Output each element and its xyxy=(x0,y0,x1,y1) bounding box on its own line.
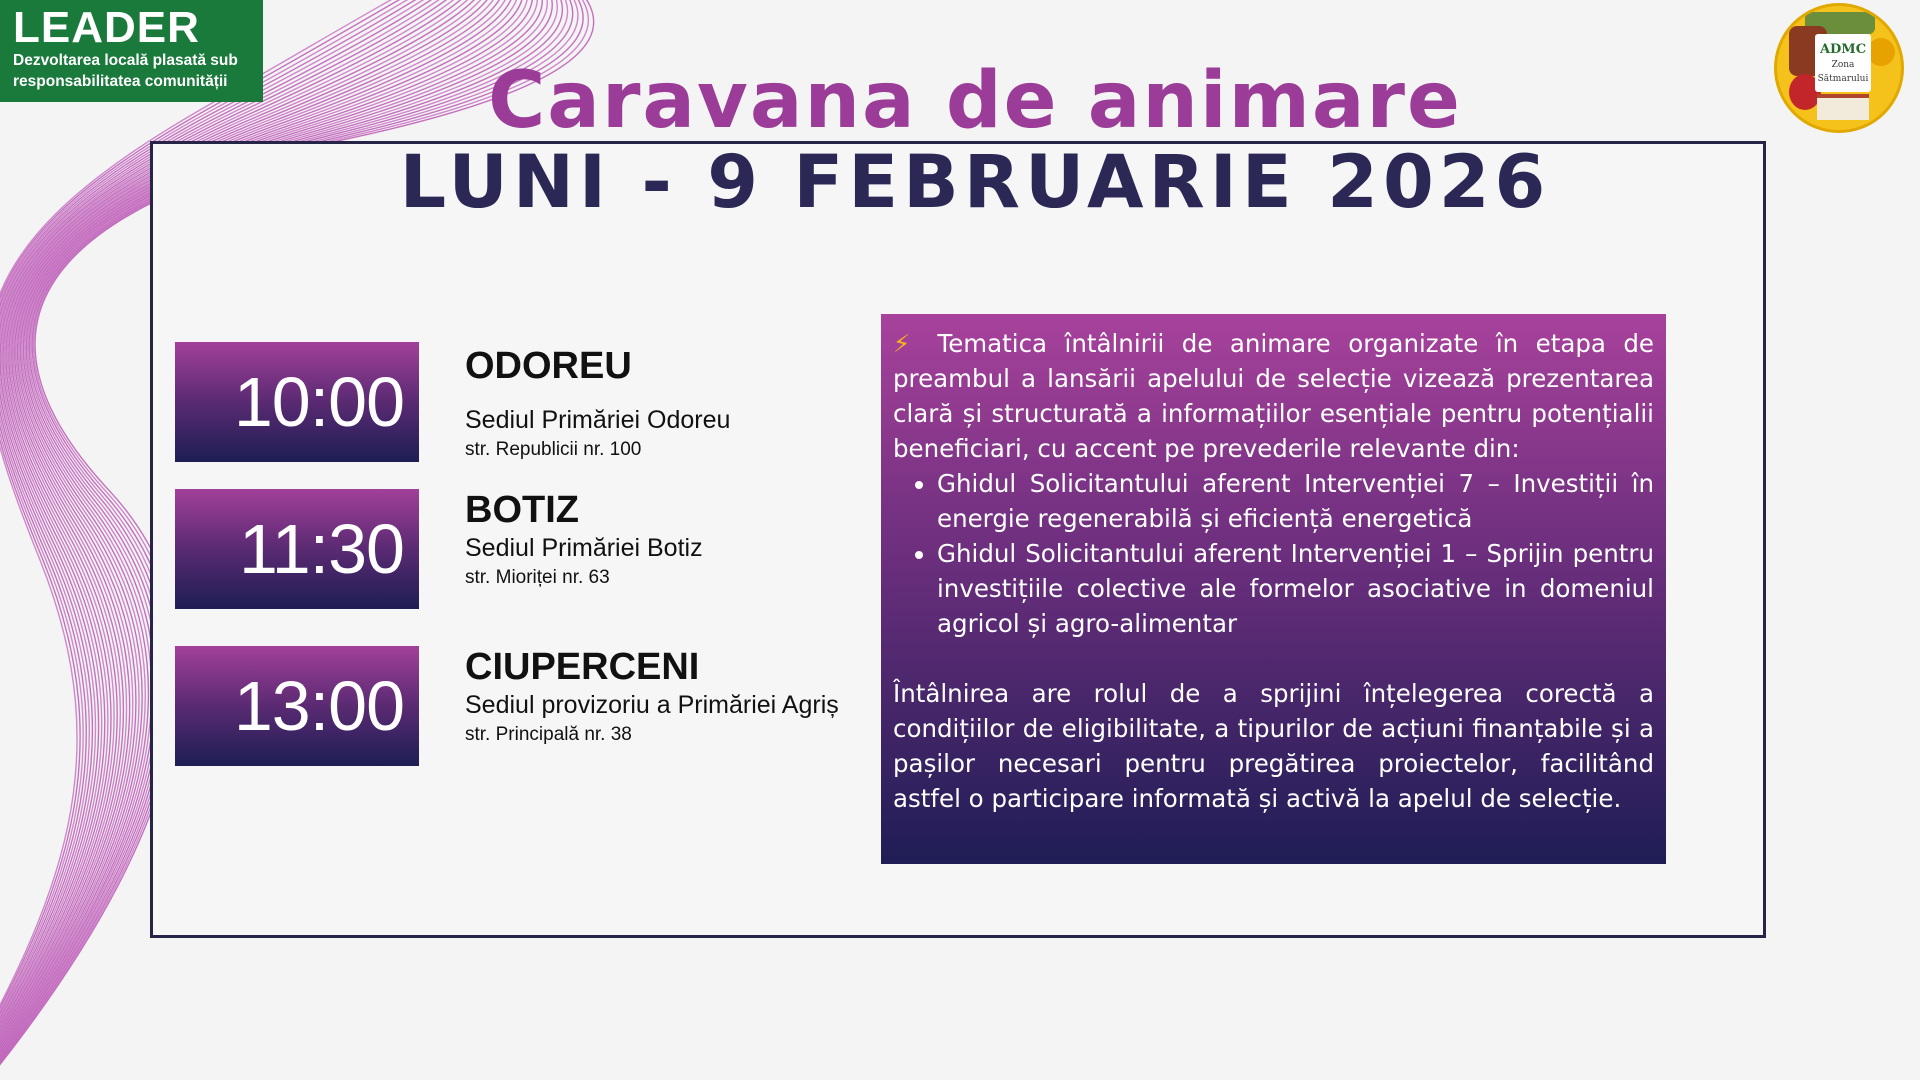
info-intro-text: Tematica întâlnirii de animare organizate în etapa de preambul a lansării apelului de selecție vizează prezentarea clară și structurată a informațiilor esențiale pentru potențialii beneficiari, cu accent pe prevederile relevante din: xyxy=(893,329,1655,463)
venue-name: Sediul Primăriei Odoreu xyxy=(465,406,731,434)
time-box-2: 11:30 xyxy=(175,489,419,609)
venue-name: Sediul provizoriu a Primăriei Agriș xyxy=(465,691,839,719)
info-bullet-1: • Ghidul Solicitantului aferent Intervenției 7 – Investiții în energie regenerabilă și eficiență energetică xyxy=(937,466,1654,536)
leader-title: LEADER xyxy=(13,3,200,52)
info-bullet-list xyxy=(893,466,1654,641)
leader-subtitle-line2: responsabilitatea comunității xyxy=(13,73,228,90)
schedule-item-1 xyxy=(465,344,730,464)
info-intro xyxy=(893,326,1654,466)
venue-address: str. Mioriței nr. 63 xyxy=(465,567,610,588)
schedule-item-2 xyxy=(465,488,703,592)
locality-name: CIUPERCENI xyxy=(465,646,700,688)
time-box-1: 10:00 xyxy=(175,342,419,462)
venue-address: str. Principală nr. 38 xyxy=(465,724,632,745)
page-title: Caravana de animare xyxy=(488,56,1462,146)
logo-line2: Sătmarului xyxy=(1817,74,1869,84)
logo-abbr: ADMC xyxy=(1819,42,1867,57)
venue-name: Sediul Primăriei Botiz xyxy=(465,534,703,562)
venue-address: str. Republicii nr. 100 xyxy=(465,439,642,460)
event-date: LUNI - 9 FEBRUARIE 2026 xyxy=(399,140,1551,225)
logo-line1: Zona xyxy=(1831,60,1855,70)
leader-subtitle-line1: Dezvoltarea locală plasată sub xyxy=(13,52,238,69)
info-box xyxy=(881,314,1666,864)
lightning-icon: ⚡ xyxy=(893,329,920,358)
info-bullet-2: • Ghidul Solicitantului aferent Intervenției 1 – Sprijin pentru investițiile colective ale formelor asociative in domeniul agricol și agro-alimentar xyxy=(937,536,1654,641)
schedule-item-3 xyxy=(465,645,839,749)
time-box-3: 13:00 xyxy=(175,646,419,766)
info-closing: Întâlnirea are rolul de a sprijini înțelegerea corectă a condițiilor de eligibilitate, a tipurilor de acțiuni finanțabile și a pașilor necesari pentru pregătirea proiectelor, facilitând astfel o participare informată și activă la apelul de selecție. xyxy=(893,679,1654,813)
locality-name: ODOREU xyxy=(465,345,632,387)
locality-name: BOTIZ xyxy=(465,489,579,531)
